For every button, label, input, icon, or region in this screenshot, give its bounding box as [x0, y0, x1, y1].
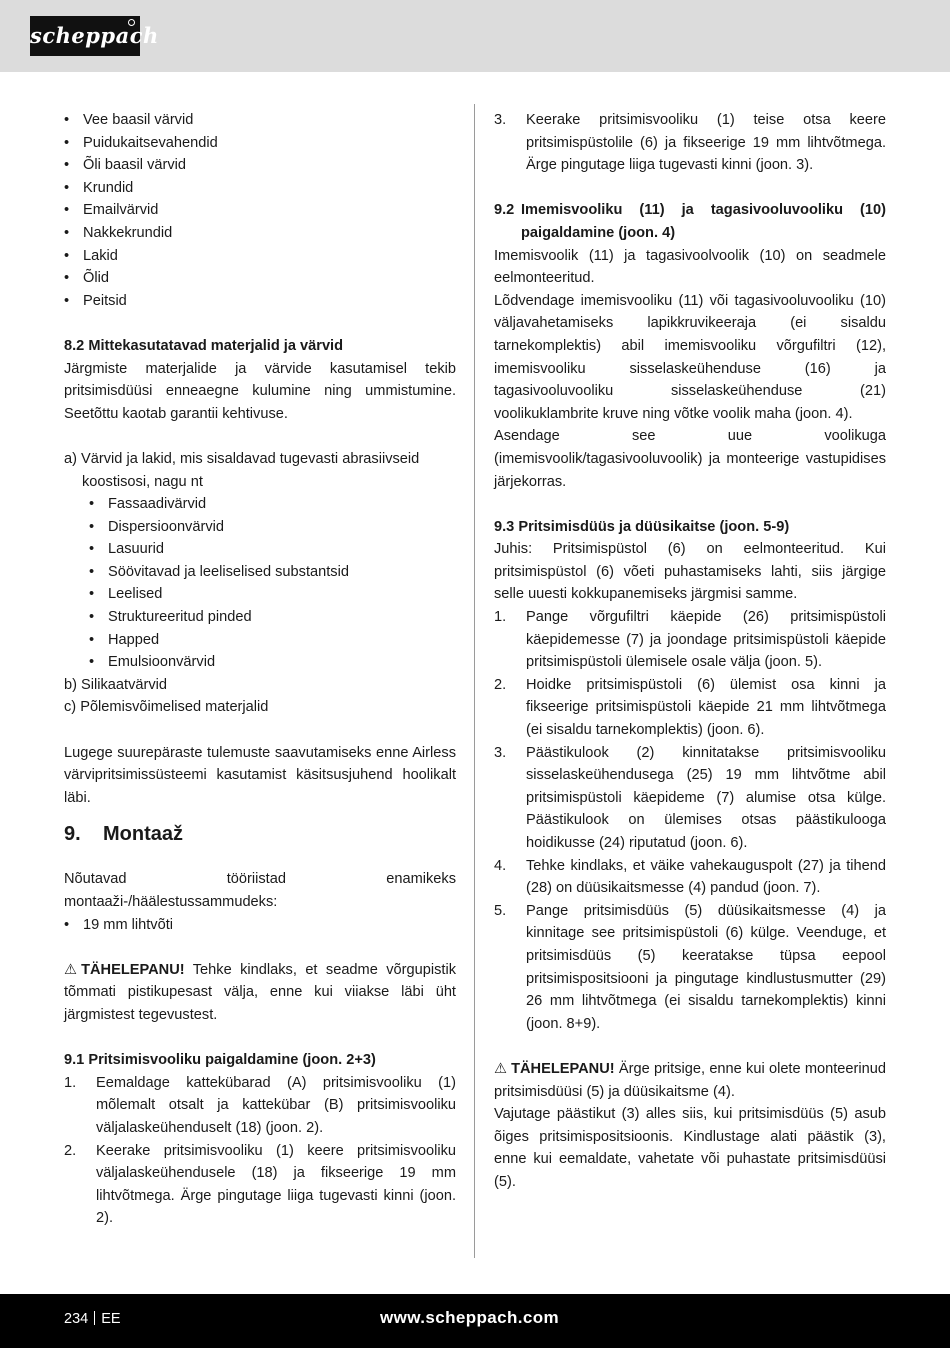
warning-label: TÄHELEPANU! [81, 961, 185, 978]
list-item: • Õlid [64, 267, 456, 290]
section-9-1-heading: 9.1 Pritsimisvooliku paigaldamine (joon. 2+3) [64, 1052, 376, 1069]
step-item: 5. Pange pritsimisdüüs (5) düüsikaitsmesse (4) ja kinnitage see pritsimispüstoli (6) külge. Veenduge, et pritsimisdüüs (5) keeratakse tüpsa eepool pritsimispositsiooni ja pingutage kindlustusmutter (29) 26 mm lihtvõtmega (ei sisaldu tarnekomplektis) kinni (joon. 8+9). [494, 902, 886, 1032]
bullet-icon: • [64, 224, 70, 241]
bullet-icon: • [64, 270, 70, 287]
bullet-icon: • [89, 563, 95, 580]
bullet-icon: • [64, 292, 70, 309]
section-9-3-heading: 9.3 Pritsimisdüüs ja düüsikaitse (joon. 5-9) [494, 518, 790, 535]
page-number: 234 [64, 1311, 89, 1327]
list-item: • Emailvärvid [64, 199, 456, 222]
bullet-icon: • [89, 609, 95, 626]
bullet-icon: • [64, 202, 70, 219]
bullet-icon: • [89, 631, 95, 648]
logo-text: scheppach [30, 23, 159, 48]
section-9-3-para-1: Juhis: Pritsimispüstol (6) on eelmonteeritud. Kui pritsimispüstol (6) võeti puhastamiseks lahti, siis järgige selle uuesti kokkupanemiseks järgmisi samme. [494, 541, 886, 603]
bullet-icon: • [89, 518, 95, 535]
list-item: • 19 mm lihtvõti [64, 914, 456, 937]
step-item: 3. Päästikulook (2) kinnitatakse pritsimisvooliku sisselaskeühendusega (25) 19 mm lihtvõtme abil pritsimispüstoli käepideme (7) alumise otsa külge. Päästikulook on ülemises otsas päästikulooga hoidikusse (24) riputatud (joon. 6). [494, 744, 886, 851]
bullet-icon: • [89, 541, 95, 558]
bullet-icon: • [89, 654, 95, 671]
list-item: • Emulsioonvärvid [64, 651, 456, 674]
list-item: • Fassaadivärvid [64, 493, 456, 516]
warning-note [64, 959, 456, 1027]
website-link[interactable]: www.scheppach.com [380, 1308, 560, 1327]
airless-note: Lugege suurepäraste tulemuste saavutamiseks enne Airless värvipritsimissüsteemi kasutamist käsitsusjuhend hoolikalt läbi. [64, 744, 456, 806]
header-bar [0, 0, 950, 72]
list-item: • Peitsid [64, 290, 456, 313]
step-item: 2. Keerake pritsimisvooliku (1) keere pritsimisvooliku väljalaskeühendusele (18) ja fikseerige 19 mm lihtvõtmega. Ärge pingutage liiga tugevasti kinni (joon. 2). [64, 1142, 456, 1227]
step-item: 1. Pange võrgufiltri käepide (26) pritsimispüstoli käepidemesse (7) ja joondage pritsimispüstoli käepide pritsimispüstoli ülemisele osale välja (joon. 5). [494, 609, 886, 671]
warning-label: TÄHELEPANU! [511, 1060, 615, 1077]
separator [94, 1311, 95, 1325]
list-item: • Lakid [64, 245, 456, 268]
page-indicator [64, 1309, 121, 1329]
warning-text: Ärge pritsige, enne kui olete monteerinud pritsimisdüüsi (5) ja düüsikaitsme (4). [494, 1060, 886, 1100]
warning-triangle-icon: ⚠ [494, 1060, 508, 1077]
bullet-icon: • [64, 247, 70, 264]
list-item: • Puidukaitsevahendid [64, 132, 456, 155]
list-item: • Õli baasil värvid [64, 154, 456, 177]
language-code: EE [101, 1311, 121, 1327]
list-item: • Vee baasil värvid [64, 109, 456, 132]
column-divider [474, 104, 475, 1258]
step-item: 2. Hoidke pritsimispüstoli (6) ülemist osa kinni ja fikseerige pritsimispüstoli käepide 21 mm lihtvõtmega (ei sisaldu tarnekomplektis) (joon. 6). [494, 676, 886, 739]
section-9-2-para-1: Imemisvoolik (11) ja tagasivoolvoolik (10) on seadmele eelmonteeritud. [494, 247, 886, 287]
left-column [64, 109, 456, 1230]
tools-text: Nõutavad tööriistad enamikeks montaaži-/häälestussammudeks: [64, 871, 456, 910]
section-9-2-number: 9.2 [494, 202, 515, 219]
list-a-text: a) Värvid ja lakid, mis sisaldavad tugevasti abrasiivseid koostisosi, nagu nt [64, 450, 420, 490]
section-9-number: 9. [64, 823, 81, 846]
step-item: 1. Eemaldage kattekübarad (A) pritsimisvooliku (1) mõlemalt otsalt ja kattekübar (B) pritsimisvooliku väljalaskeühenduselt (18) (joon. 2). [64, 1074, 456, 1136]
list-b-text: b) Silikaatvärvid [64, 676, 168, 693]
list-item: • Happed [64, 629, 456, 652]
bullet-icon: • [64, 916, 70, 933]
bullet-icon: • [89, 586, 95, 603]
list-item: • Leelised [64, 583, 456, 606]
bullet-icon: • [64, 134, 70, 151]
section-9-title: Montaaž [103, 823, 183, 846]
section-9-2-heading [494, 199, 886, 244]
right-column [494, 109, 886, 1194]
list-item: • Söövitavad ja leeliselised substantsid [64, 561, 456, 584]
list-item: • Nakkekrundid [64, 222, 456, 245]
bullet-icon: • [64, 179, 70, 196]
warning-triangle-icon: ⚠ [64, 961, 78, 978]
section-9-2-para-2: Lõdvendage imemisvooliku (11) või tagasivooluvooliku (10) väljavahetamiseks lapikkruvikeeraja (ei sisaldu tarnekomplektis) abil imemisvooliku võrgufiltri (12), imemisvooliku sisselaskeühenduse (16) ja tagasivooluvooliku sisselaskeühenduse (21) voolikuklambrite kruve ning võtke voolik maha (joon. 4). [494, 292, 886, 422]
list-item: • Krundid [64, 177, 456, 200]
scheppach-logo [30, 16, 159, 56]
bullet-icon: • [64, 112, 70, 128]
list-item: • Struktureeritud pinded [64, 606, 456, 629]
step-item: 4. Tehke kindlaks, et väike vahekauguspolt (27) ja tihend (28) on düüsikaitsmesse (4) pandud (joon. 7). [494, 857, 886, 897]
material-list [64, 109, 456, 312]
registered-mark-icon [128, 19, 135, 26]
step-item: 3. Keerake pritsimisvooliku (1) teise otsa keere pritsimispüstolile (6) ja fikseerige 19 mm lihtvõtmega. Ärge pingutage liiga tugevasti kinni (joon. 3). [494, 112, 886, 174]
warning-text: Tehke kindlaks, et seadme võrgupistik tõmmati pistikupesast välja, enne kui viiakse läbi üht järgmistest tegevustest. [64, 961, 456, 1023]
abrasive-list [64, 493, 456, 674]
section-8-2-heading: 8.2 Mittekasutatavad materjalid ja värvid [64, 337, 344, 354]
section-9-2-para-3: Asendage see uue voolikuga (imemisvoolik/tagasivooluvoolik) ja monteerige vastupidises järjekorras. [494, 428, 886, 490]
section-8-2-text: Järgmiste materjalide ja värvide kasutamisel tekib pritsimisdüüsi enneaegne kulumine ning ummistumine. Seetõttu kaotab garantii kehtivuse. [64, 360, 456, 422]
warning-note [494, 1058, 886, 1103]
bullet-icon: • [89, 496, 95, 513]
bullet-icon: • [64, 157, 70, 174]
footer-bar [0, 1294, 950, 1348]
list-item: • Lasuurid [64, 538, 456, 561]
section-9-2-title: Imemisvooliku (11) ja tagasivooluvooliku (10) paigaldamine (joon. 4) [521, 202, 886, 241]
list-item: • Dispersioonvärvid [64, 516, 456, 539]
section-9-heading [64, 822, 456, 846]
list-c-text: c) Põlemisvõimelised materjalid [64, 699, 269, 716]
trigger-note: Vajutage päästikut (3) alles siis, kui pritsimisdüüs (5) asub õiges pritsimispositsioonis. Kindlustage alati päästik (3), enne kui eemaldate, vahetate või puhastate pritsimisdüüsi (5). [494, 1106, 886, 1190]
